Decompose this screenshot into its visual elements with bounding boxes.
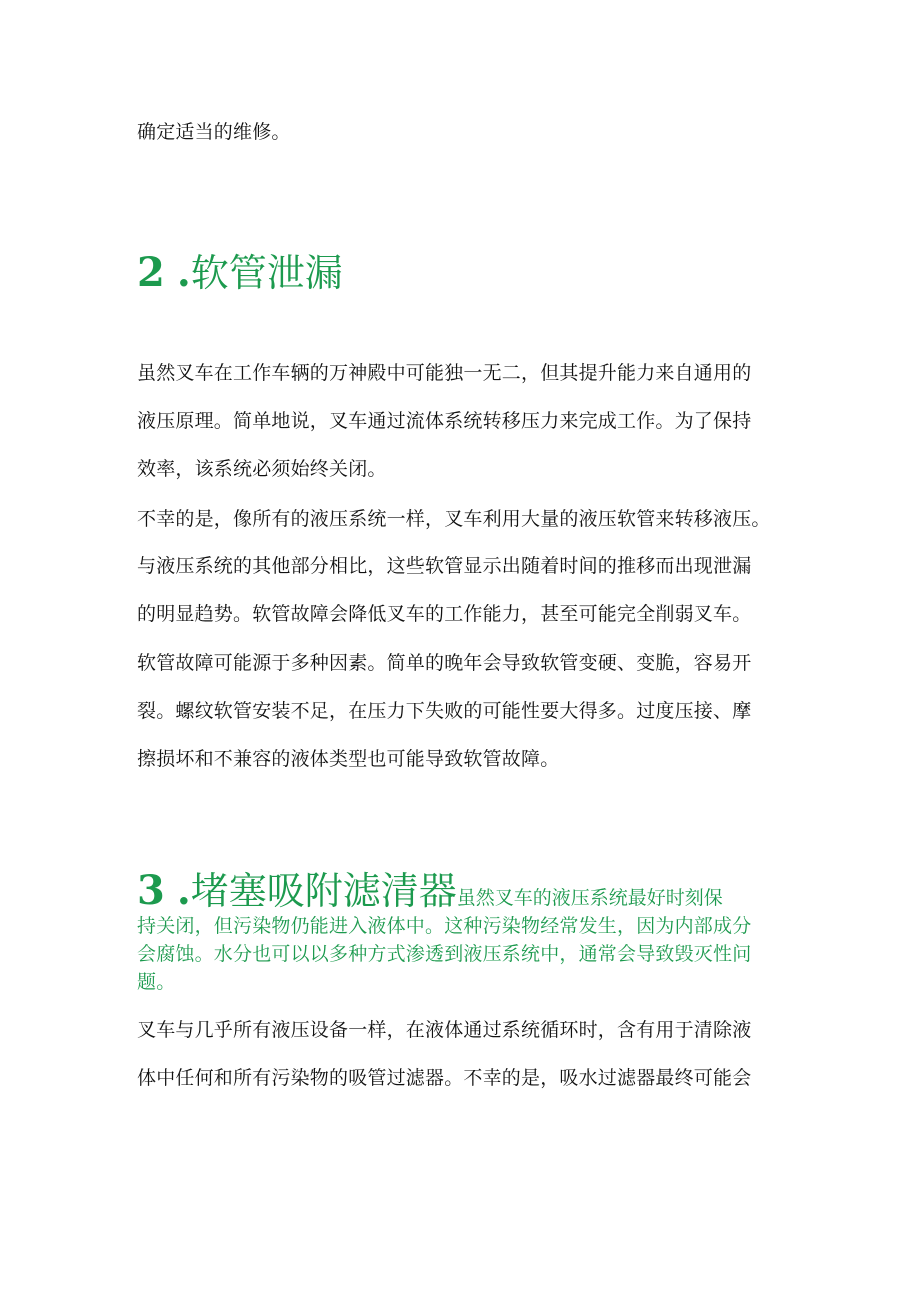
- section-2-p3-line-1: 软管故障可能源于多种因素。简单的晚年会导致软管变硬、变脆，容易开: [137, 652, 752, 674]
- section-2-p2-line-2: 与液压系统的其他部分相比，这些软管显示出随着时间的推移而出现泄漏: [137, 555, 752, 577]
- section-2-heading: [137, 242, 343, 297]
- section-3-dot: .: [176, 867, 191, 914]
- section-2-p2-line-1: 不幸的是，像所有的液压系统一样，叉车利用大量的液压软管来转移液压。: [137, 508, 771, 530]
- section-2-p3-line-2: 裂。螺纹软管安装不足，在压力下失败的可能性要大得多。过度压接、摩: [137, 700, 752, 722]
- section-3-green-line-2: 会腐蚀。水分也可以以多种方式渗透到液压系统中，通常会导致毁灭性问: [137, 943, 752, 965]
- section-3-title: 堵塞吸附滤清器: [190, 869, 457, 913]
- section-3-p-line-2: 体中任何和所有污染物的吸管过滤器。不幸的是，吸水过滤器最终可能会: [137, 1067, 752, 1089]
- intro-line: 确定适当的维修。: [137, 121, 291, 143]
- section-3-green-line-3: 题。: [137, 971, 176, 993]
- section-3-p-line-1: 叉车与几乎所有液压设备一样，在液体通过系统循环时，含有用于清除液: [137, 1019, 752, 1041]
- section-2-dot: .: [176, 249, 191, 296]
- section-3-heading: [137, 860, 723, 915]
- section-2-title: 软管泄漏: [190, 251, 343, 295]
- section-3-green-line-1: 持关闭，但污染物仍能进入液体中。这种污染物经常发生，因为内部成分: [137, 915, 752, 937]
- section-2-p2-line-3: 的明显趋势。软管故障会降低叉车的工作能力，甚至可能完全削弱叉车。: [137, 603, 752, 625]
- section-2-p1-line-3: 效率，该系统必须始终关闭。: [137, 458, 387, 480]
- section-3-inline-text: 虽然叉车的液压系统最好时刻保: [456, 887, 723, 909]
- section-2-p1-line-2: 液压原理。简单地说，叉车通过流体系统转移压力来完成工作。为了保持: [137, 410, 752, 432]
- section-3-number: 3: [137, 867, 165, 914]
- section-2-p1-line-1: 虽然叉车在工作车辆的万神殿中可能独一无二，但其提升能力来自通用的: [137, 362, 752, 384]
- section-2-number: 2: [137, 249, 165, 296]
- section-2-p3-line-3: 擦损坏和不兼容的液体类型也可能导致软管故障。: [137, 748, 560, 770]
